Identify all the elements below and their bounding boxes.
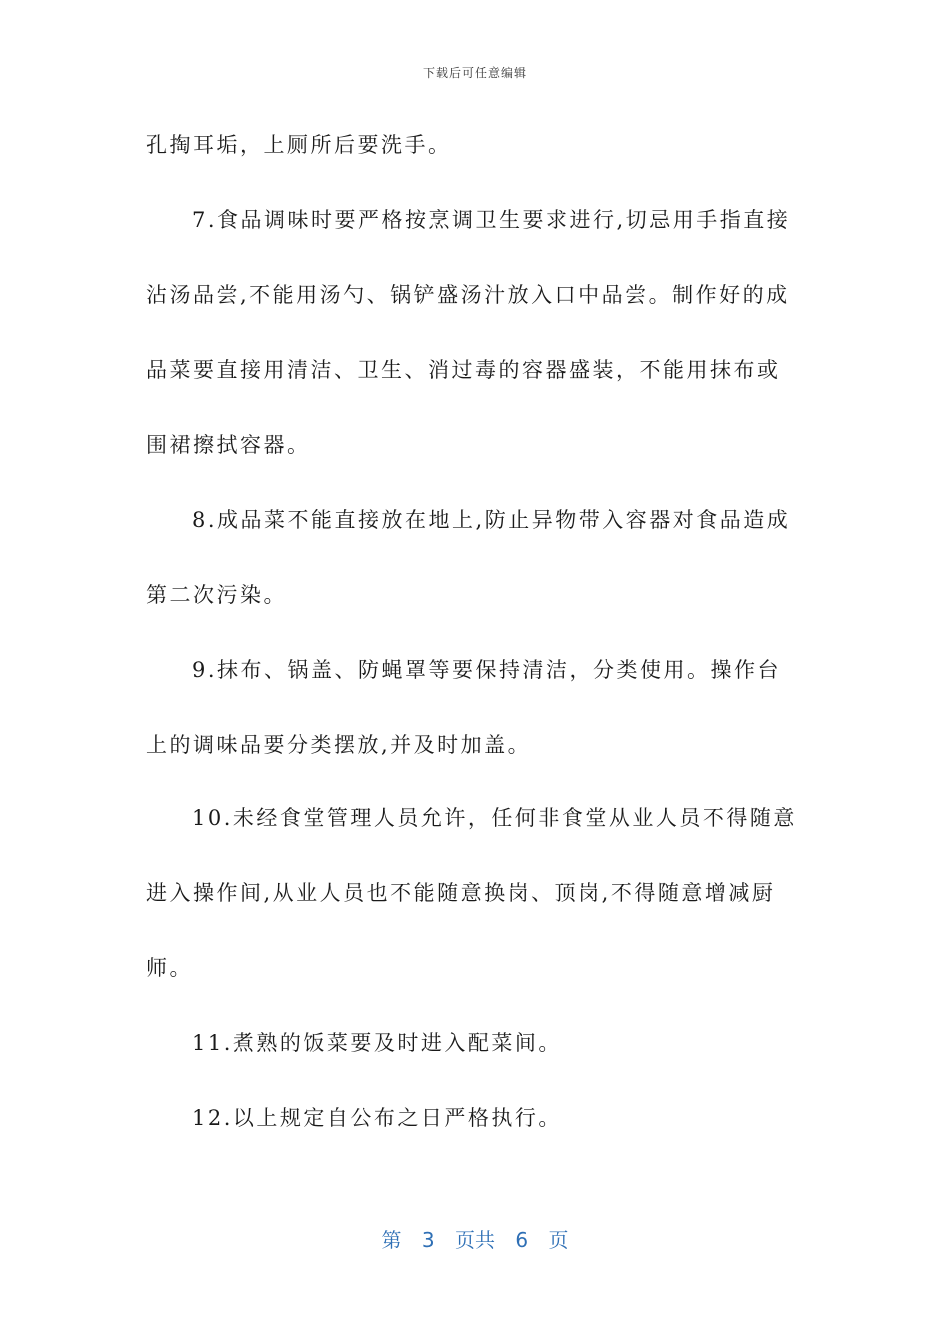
text-line: 沾汤品尝,不能用汤勺、锅铲盛汤汁放入口中品尝。制作好的成 [146, 283, 790, 307]
footer-middle: 页共 [455, 1228, 495, 1252]
text-line: 10.未经食堂管理人员允许，任何非食堂从业人员不得随意 [192, 806, 797, 830]
current-page-number: 3 [421, 1228, 435, 1252]
footer-suffix: 页 [548, 1228, 569, 1252]
text-line: 师。 [146, 956, 193, 980]
text-line: 进入操作间,从业人员也不能随意换岗、顶岗,不得随意增减厨 [146, 881, 776, 905]
text-line: 上的调味品要分类摆放,并及时加盖。 [146, 733, 532, 757]
text-line: 孔掏耳垢，上厕所后要洗手。 [146, 133, 452, 157]
text-line: 7.食品调味时要严格按烹调卫生要求进行,切忌用手指直接 [192, 208, 791, 232]
text-line: 12.以上规定自公布之日严格执行。 [192, 1106, 562, 1130]
text-line: 9.抹布、锅盖、防蝇罩等要保持清洁，分类使用。操作台 [192, 658, 782, 682]
page-header-note: 下载后可任意编辑 [422, 66, 527, 80]
total-pages-number: 6 [515, 1228, 529, 1252]
text-line: 8.成品菜不能直接放在地上,防止异物带入容器对食品造成 [192, 508, 791, 532]
text-line: 第二次污染。 [146, 583, 287, 607]
text-line: 围裙擦拭容器。 [146, 433, 311, 457]
page-footer [0, 1224, 950, 1253]
text-line: 品菜要直接用清洁、卫生、消过毒的容器盛装，不能用抹布或 [146, 358, 781, 382]
text-line: 11.煮熟的饭菜要及时进入配菜间。 [192, 1031, 562, 1055]
footer-prefix: 第 [381, 1228, 402, 1252]
